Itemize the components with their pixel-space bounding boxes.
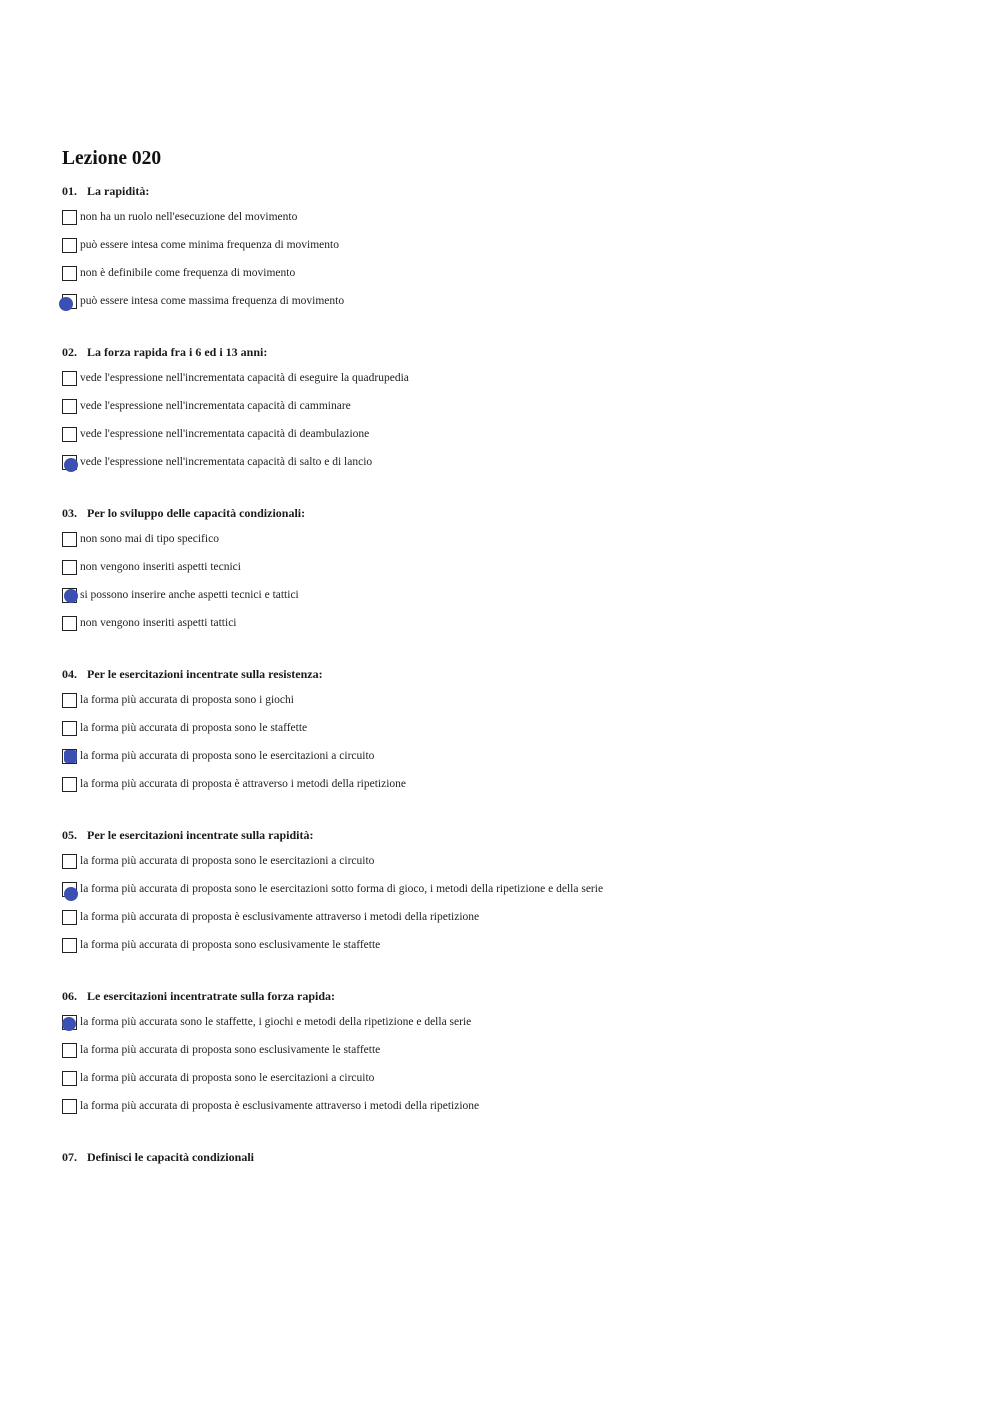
- answer-checkbox[interactable]: [62, 777, 77, 792]
- question-07: [62, 1149, 962, 1165]
- answer-checkbox-checked[interactable]: [62, 749, 77, 764]
- answer-text: si possono inserire anche aspetti tecnici e tattici: [80, 589, 299, 601]
- answer-checkbox[interactable]: [62, 210, 77, 225]
- question-text: Per le esercitazioni incentrate sulla resistenza:: [87, 667, 323, 681]
- answer-checkbox[interactable]: [62, 938, 77, 953]
- answer-checkbox[interactable]: [62, 371, 77, 386]
- question-number: 05.: [62, 828, 77, 842]
- answer-option[interactable]: [62, 531, 962, 559]
- answer-checkbox[interactable]: [62, 1099, 77, 1114]
- answer-text: vede l'espressione nell'incrementata capacità di camminare: [80, 400, 351, 412]
- answer-text: non ha un ruolo nell'esecuzione del movimento: [80, 211, 298, 223]
- answer-text: può essere intesa come massima frequenza di movimento: [80, 295, 345, 307]
- question-heading: [62, 344, 962, 360]
- answer-option[interactable]: [62, 692, 962, 720]
- question-text: La rapidità:: [87, 184, 150, 198]
- document-page: [62, 147, 962, 1175]
- answer-option[interactable]: [62, 559, 962, 587]
- answer-text: vede l'espressione nell'incrementata capacità di deambulazione: [80, 428, 370, 440]
- answer-text: la forma più accurata di proposta sono esclusivamente le staffette: [80, 1044, 381, 1056]
- question-text: Per lo sviluppo delle capacità condizionali:: [87, 506, 306, 520]
- answer-option[interactable]: [62, 398, 962, 426]
- question-number: 01.: [62, 184, 77, 198]
- question-text: Definisci le capacità condizionali: [87, 1150, 254, 1164]
- answer-option-selected[interactable]: [62, 748, 962, 776]
- answer-checkbox[interactable]: [62, 560, 77, 575]
- selection-dot-icon: [64, 750, 77, 763]
- answer-text: la forma più accurata di proposta sono le staffette: [80, 722, 308, 734]
- answer-text: la forma più accurata di proposta sono le esercitazioni a circuito: [80, 1072, 375, 1084]
- selection-dot-icon: [64, 887, 78, 901]
- question-03: [62, 505, 962, 643]
- answer-option-selected[interactable]: [62, 454, 962, 482]
- answer-text: la forma più accurata di proposta sono le esercitazioni sotto forma di gioco, i metodi della ripetizione e della serie: [80, 883, 604, 895]
- question-01: [62, 183, 962, 321]
- answer-option[interactable]: [62, 937, 962, 965]
- answer-text: la forma più accurata di proposta è attraverso i metodi della ripetizione: [80, 778, 407, 790]
- answer-checkbox-checked[interactable]: [62, 1015, 77, 1030]
- answer-text: vede l'espressione nell'incrementata capacità di salto e di lancio: [80, 456, 373, 468]
- answer-option[interactable]: [62, 237, 962, 265]
- answer-option[interactable]: [62, 720, 962, 748]
- question-heading: [62, 988, 962, 1004]
- selection-dot-icon: [62, 1017, 76, 1031]
- answer-option[interactable]: [62, 853, 962, 881]
- answer-option-selected[interactable]: [62, 881, 962, 909]
- answer-checkbox[interactable]: [62, 427, 77, 442]
- answer-option-selected[interactable]: [62, 587, 962, 615]
- question-text: La forza rapida fra i 6 ed i 13 anni:: [87, 345, 268, 359]
- question-text: Per le esercitazioni incentrate sulla rapidità:: [87, 828, 314, 842]
- answer-option[interactable]: [62, 426, 962, 454]
- question-text: Le esercitazioni incentratrate sulla forza rapida:: [87, 989, 336, 1003]
- question-number: 06.: [62, 989, 77, 1003]
- question-heading: [62, 1149, 962, 1165]
- answer-option[interactable]: [62, 776, 962, 804]
- answer-text: la forma più accurata sono le staffette, i giochi e metodi della ripetizione e della serie: [80, 1016, 472, 1028]
- question-06: [62, 988, 962, 1126]
- question-05: [62, 827, 962, 965]
- answer-checkbox-checked[interactable]: [62, 455, 77, 470]
- answer-text: la forma più accurata di proposta sono esclusivamente le staffette: [80, 939, 381, 951]
- answer-option[interactable]: [62, 1070, 962, 1098]
- answer-text: non vengono inseriti aspetti tattici: [80, 617, 237, 629]
- answer-checkbox[interactable]: [62, 1071, 77, 1086]
- answer-text: non è definibile come frequenza di movimento: [80, 267, 296, 279]
- question-number: 07.: [62, 1150, 77, 1164]
- answer-checkbox[interactable]: [62, 1043, 77, 1058]
- question-heading: [62, 827, 962, 843]
- selection-dot-icon: [59, 297, 73, 311]
- answer-checkbox[interactable]: [62, 721, 77, 736]
- answer-option[interactable]: [62, 1042, 962, 1070]
- question-number: 04.: [62, 667, 77, 681]
- answer-checkbox-checked[interactable]: [62, 882, 77, 897]
- answer-text: la forma più accurata di proposta sono le esercitazioni a circuito: [80, 750, 375, 762]
- answer-checkbox-checked[interactable]: [62, 294, 77, 309]
- question-number: 03.: [62, 506, 77, 520]
- question-heading: [62, 505, 962, 521]
- question-02: [62, 344, 962, 482]
- selection-dot-icon: [64, 458, 78, 472]
- answer-checkbox[interactable]: [62, 910, 77, 925]
- answer-text: vede l'espressione nell'incrementata capacità di eseguire la quadrupedia: [80, 372, 409, 384]
- question-number: 02.: [62, 345, 77, 359]
- answer-text: non sono mai di tipo specifico: [80, 533, 219, 545]
- answer-checkbox[interactable]: [62, 266, 77, 281]
- question-04: [62, 666, 962, 804]
- selection-dot-icon: [64, 589, 78, 603]
- answer-text: la forma più accurata di proposta è esclusivamente attraverso i metodi della ripetizione: [80, 911, 480, 923]
- answer-checkbox[interactable]: [62, 238, 77, 253]
- answer-text: la forma più accurata di proposta sono i giochi: [80, 694, 294, 706]
- answer-option-selected[interactable]: [62, 293, 962, 321]
- answer-option-selected[interactable]: [62, 1014, 962, 1042]
- lesson-title: Lezione 020: [62, 148, 162, 169]
- answer-option[interactable]: [62, 909, 962, 937]
- answer-checkbox[interactable]: [62, 532, 77, 547]
- answer-option[interactable]: [62, 1098, 962, 1126]
- answer-option[interactable]: [62, 209, 962, 237]
- answer-text: la forma più accurata di proposta è esclusivamente attraverso i metodi della ripetizione: [80, 1100, 480, 1112]
- question-heading: [62, 666, 962, 682]
- answer-checkbox[interactable]: [62, 399, 77, 414]
- answer-option[interactable]: [62, 370, 962, 398]
- answer-option[interactable]: [62, 615, 962, 643]
- question-heading: [62, 183, 962, 199]
- answer-text: può essere intesa come minima frequenza di movimento: [80, 239, 339, 251]
- answer-text: la forma più accurata di proposta sono le esercitazioni a circuito: [80, 855, 375, 867]
- answer-text: non vengono inseriti aspetti tecnici: [80, 561, 241, 573]
- answer-checkbox[interactable]: [62, 616, 77, 631]
- answer-checkbox-checked[interactable]: [62, 588, 77, 603]
- answer-checkbox[interactable]: [62, 693, 77, 708]
- answer-option[interactable]: [62, 265, 962, 293]
- answer-checkbox[interactable]: [62, 854, 77, 869]
